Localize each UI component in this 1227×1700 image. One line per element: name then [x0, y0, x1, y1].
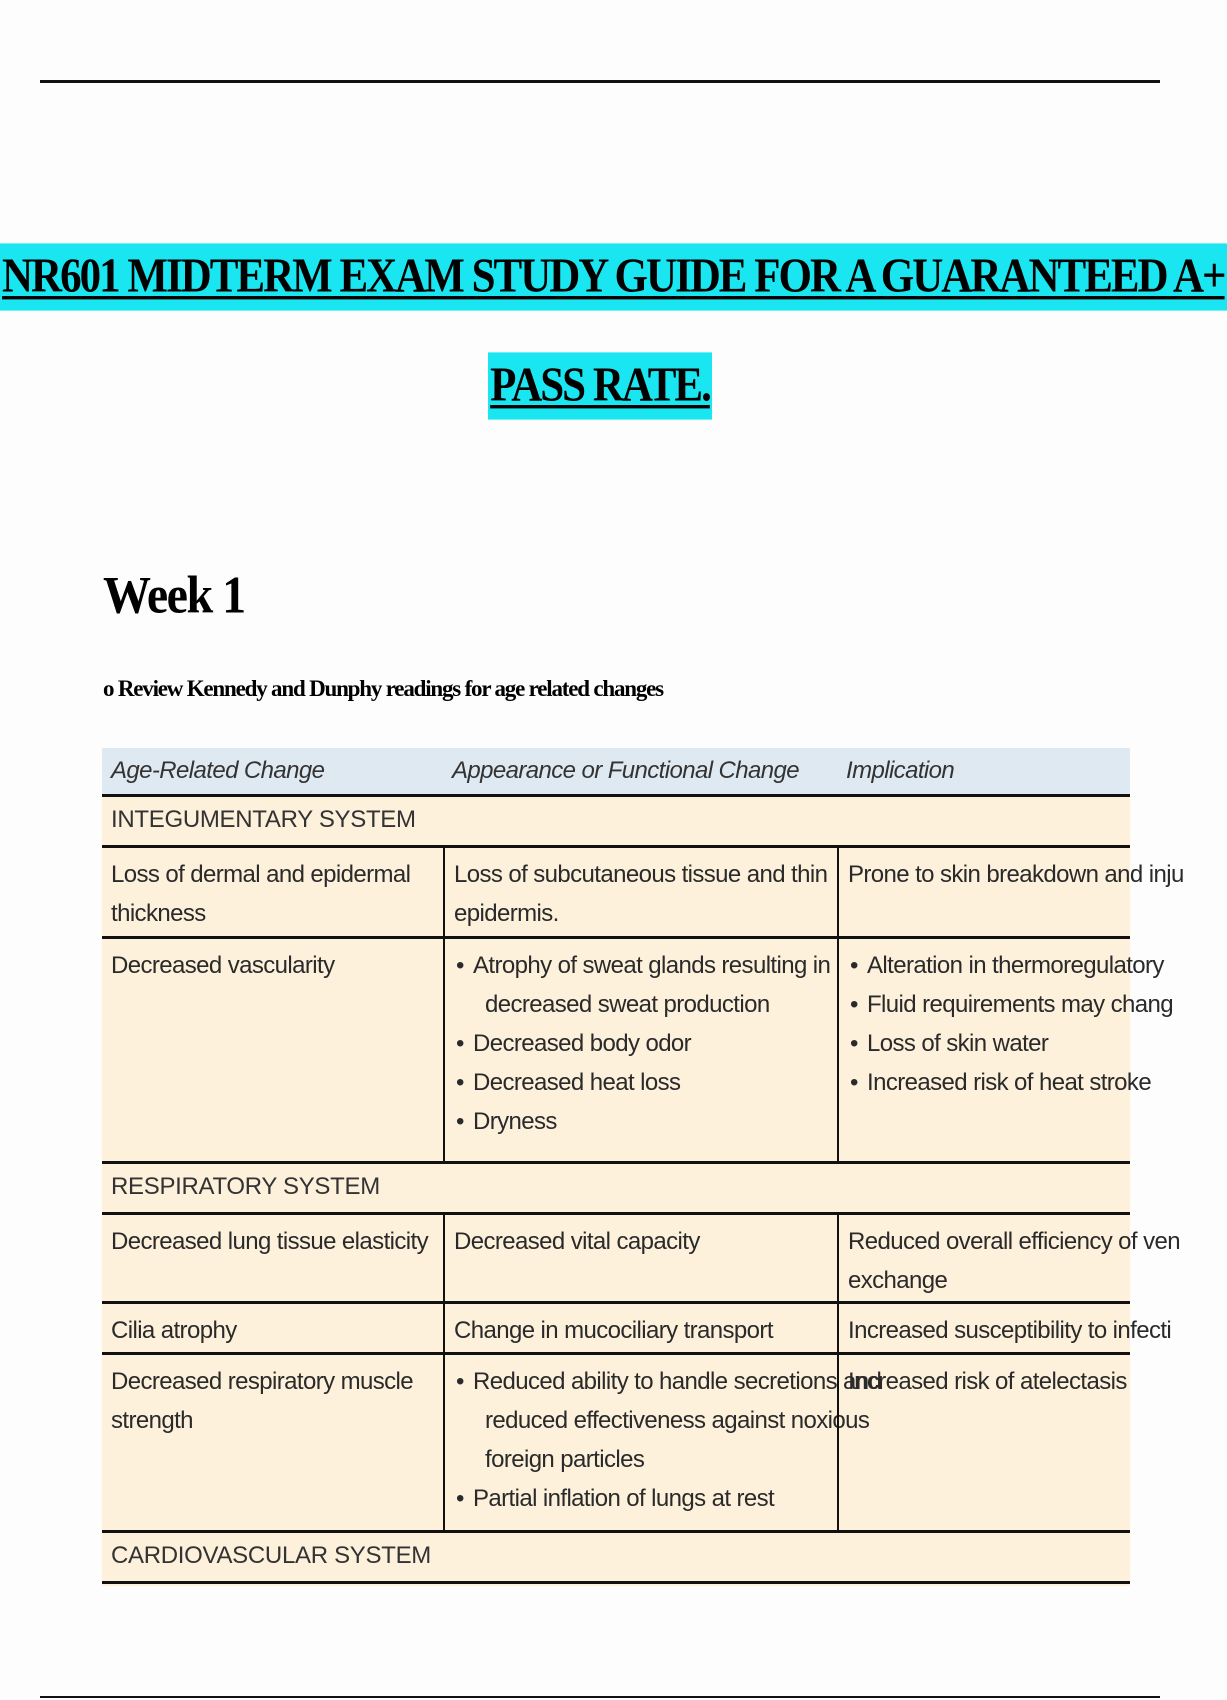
list-item: • Loss of skin water [848, 1024, 1149, 1063]
text-line: Loss of dermal and epidermal [111, 861, 411, 888]
cell-change [102, 848, 443, 936]
cell-appearance [443, 1304, 837, 1352]
cell-implication [837, 939, 1174, 1161]
text-line: Atrophy of sweat glands resulting in [473, 952, 831, 979]
cell-change [102, 1215, 443, 1301]
cell-appearance [443, 848, 837, 936]
cell-implication [837, 848, 1184, 936]
bullet-list [454, 1362, 882, 1518]
document-title-line-1: NR601 MIDTERM EXAM STUDY GUIDE FOR A GUARANTEED A+ [0, 243, 1227, 310]
text-line: Increased susceptibility to infecti [848, 1317, 1172, 1344]
list-item: • Fluid requirements may chang [848, 985, 1149, 1024]
section-title: RESPIRATORY SYSTEM [111, 1173, 380, 1200]
cell-change [102, 939, 443, 1161]
text-line: Decreased heat loss [473, 1069, 681, 1096]
list-item: • Increased risk of heat stroke [848, 1063, 1149, 1102]
list-item [454, 1479, 829, 1518]
text-line: exchange [848, 1267, 948, 1294]
text-line: Decreased vascularity [111, 952, 335, 979]
header-age-related-change: Age-Related Change [111, 757, 325, 784]
table-row [102, 939, 1174, 1164]
list-item [454, 946, 829, 1024]
cell-implication [837, 1355, 1157, 1530]
text-line: Prone to skin breakdown and inju [848, 861, 1184, 888]
text-line: Loss of subcutaneous tissue and thin [454, 861, 828, 888]
cell-implication [837, 1304, 1172, 1352]
text-line: decreased sweat production [485, 991, 770, 1018]
cell-appearance [443, 1215, 837, 1301]
review-note: o Review Kennedy and Dunphy readings for age related changes [103, 676, 663, 701]
text-line: Decreased respiratory muscle [111, 1368, 413, 1395]
text-line: Reduced overall efficiency of ven [848, 1228, 1180, 1255]
top-rule [40, 80, 1160, 83]
text-line: Decreased body odor [473, 1030, 692, 1057]
section-title: CARDIOVASCULAR SYSTEM [111, 1542, 431, 1569]
text-line: reduced effectiveness against noxious [485, 1407, 870, 1434]
section-integumentary [102, 797, 1130, 848]
list-item [454, 1362, 882, 1479]
text-line: Partial inflation of lungs at rest [473, 1485, 775, 1512]
bullet-list [848, 946, 1174, 1102]
table-row [102, 848, 1184, 939]
text-line: Decreased vital capacity [454, 1228, 700, 1255]
text-line: foreign particles [485, 1446, 645, 1473]
cell-implication [837, 1215, 1180, 1301]
list-item [454, 1024, 829, 1063]
table-row [102, 1215, 1180, 1304]
document-title-line-2: PASS RATE. [488, 352, 712, 419]
table-row [102, 1304, 1172, 1355]
bottom-rule [40, 1696, 1160, 1698]
title-line-1-wrapper [0, 247, 1225, 307]
section-title: INTEGUMENTARY SYSTEM [111, 806, 416, 833]
cell-appearance [443, 939, 837, 1161]
text-line: epidermis. [454, 900, 559, 927]
title-line-2-wrapper [0, 356, 1200, 416]
table-header-row [102, 748, 1130, 797]
list-item [454, 1102, 829, 1141]
text-line: Reduced ability to handle secretions and [473, 1368, 882, 1395]
text-line: Decreased lung tissue elasticity [111, 1228, 428, 1255]
section-respiratory [102, 1164, 1130, 1215]
cell-change [102, 1304, 443, 1352]
cell-change [102, 1355, 443, 1530]
header-appearance: Appearance or Functional Change [452, 757, 799, 784]
text-line: Increased risk of atelectasis [848, 1368, 1127, 1395]
section-cardiovascular [102, 1533, 1130, 1584]
table-row [102, 1355, 1130, 1533]
text-line: thickness [111, 900, 206, 927]
bullet-list [454, 946, 829, 1141]
week-heading: Week 1 [103, 566, 245, 625]
list-item: • Alteration in thermoregulatory [848, 946, 1149, 985]
cell-appearance [443, 1355, 882, 1530]
text-line: Cilia atrophy [111, 1317, 237, 1344]
text-line: Dryness [473, 1108, 557, 1135]
text-line: Change in mucociliary transport [454, 1317, 773, 1344]
age-related-changes-table [102, 748, 1184, 1586]
header-implication: Implication [846, 757, 955, 784]
text-line: strength [111, 1407, 193, 1434]
list-item [454, 1063, 829, 1102]
